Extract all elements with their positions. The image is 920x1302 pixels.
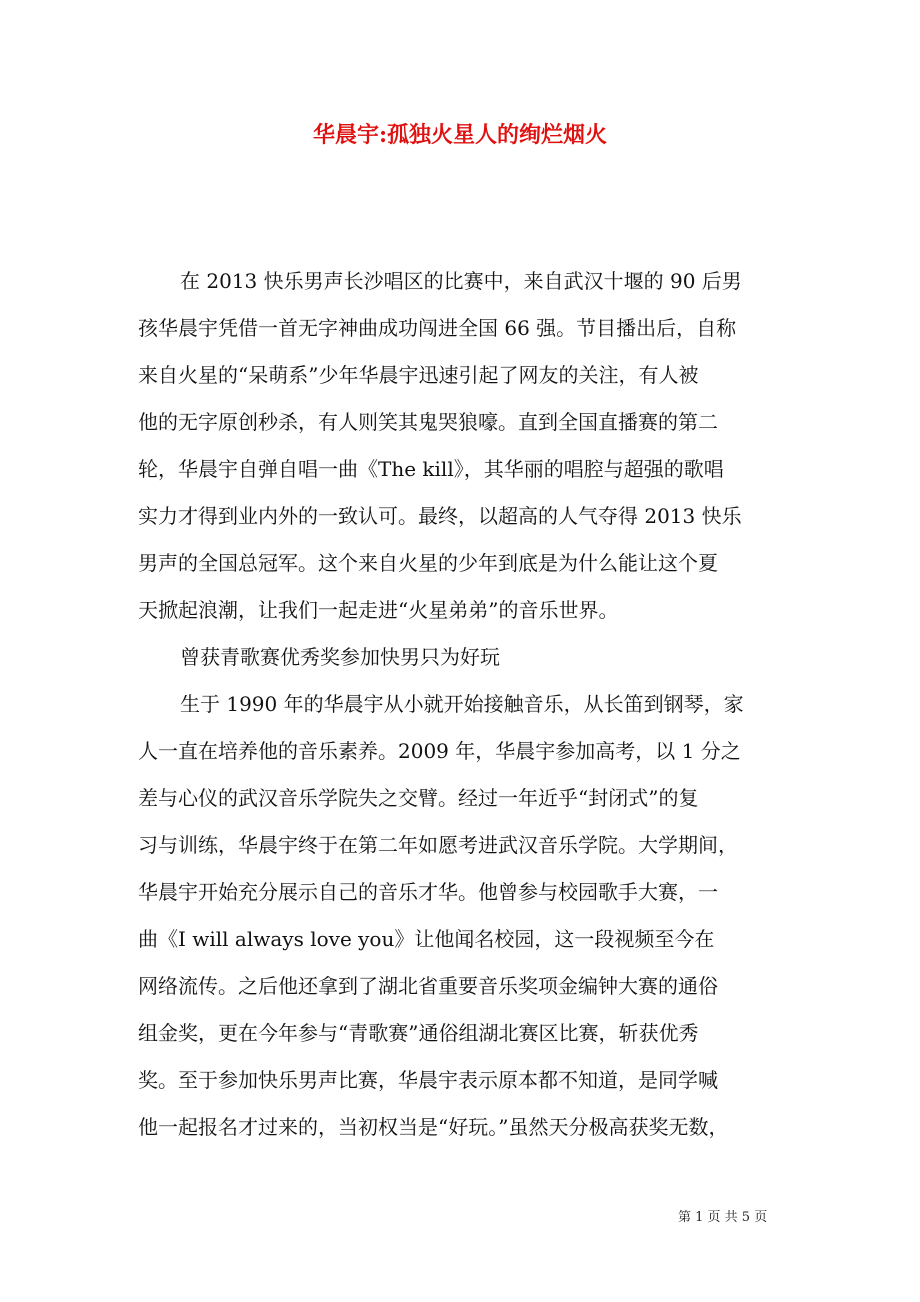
text-line: 网络流传。之后他还拿到了湖北省重要音乐奖项金编钟大赛的通俗 [138, 974, 718, 998]
text-line: 天掀起浪潮，让我们一起走进“火星弟弟”的音乐世界。 [138, 598, 619, 622]
document-body [138, 258, 788, 1151]
text-line: 在 2013 快乐男声长沙唱区的比赛中，来自武汉十堰的 90 后男 [180, 269, 742, 293]
text-line: 奖。至于参加快乐男声比赛，华晨宇表示原本都不知道，是同学喊 [138, 1068, 718, 1092]
text-line: 轮，华晨宇自弹自唱一曲《The kill》，其华丽的唱腔与超强的歌唱 [138, 457, 724, 481]
text-line: 组金奖，更在今年参与“青歌赛”通俗组湖北赛区比赛，斩获优秀 [138, 1021, 699, 1045]
document-title: 华晨宇:孤独火星人的绚烂烟火 [312, 122, 608, 148]
text-line: 曲《I will always love you》让他闻名校园，这一段视频至今在 [138, 927, 715, 951]
text-line: 华晨宇开始充分展示自己的音乐才华。他曾参与校园歌手大赛，一 [138, 880, 718, 904]
text-line: 实力才得到业内外的一致认可。最终，以超高的人气夺得 2013 快乐 [138, 504, 742, 528]
text-line: 他一起报名才过来的，当初权当是“好玩。”虽然天分极高获奖无数， [138, 1115, 729, 1139]
text-line: 生于 1990 年的华晨宇从小就开始接触音乐，从长笛到钢琴，家 [180, 692, 744, 716]
text-line: 人一直在培养他的音乐素养。2009 年，华晨宇参加高考，以 1 分之 [138, 739, 741, 763]
text-line: 习与训练，华晨宇终于在第二年如愿考进武汉音乐学院。大学期间， [138, 833, 738, 857]
paragraph-background [138, 681, 788, 1151]
text-line: 孩华晨宇凭借一首无字神曲成功闯进全国 66 强。节目播出后，自称 [138, 316, 737, 340]
text-line: 差与心仪的武汉音乐学院失之交臂。经过一年近乎“封闭式”的复 [138, 786, 699, 810]
paragraph-intro [138, 258, 788, 634]
section-subheading: 曾获青歌赛优秀奖参加快男只为好玩 [180, 645, 500, 669]
text-line: 来自火星的“呆萌系”少年华晨宇迅速引起了网友的关注，有人被 [138, 363, 699, 387]
text-line: 男声的全国总冠军。这个来自火星的少年到底是为什么能让这个夏 [138, 551, 718, 575]
text-line: 他的无字原创秒杀，有人则笑其鬼哭狼嚎。直到全国直播赛的第二 [138, 410, 718, 434]
page-number-footer: 第 1 页 共 5 页 [678, 1210, 768, 1225]
